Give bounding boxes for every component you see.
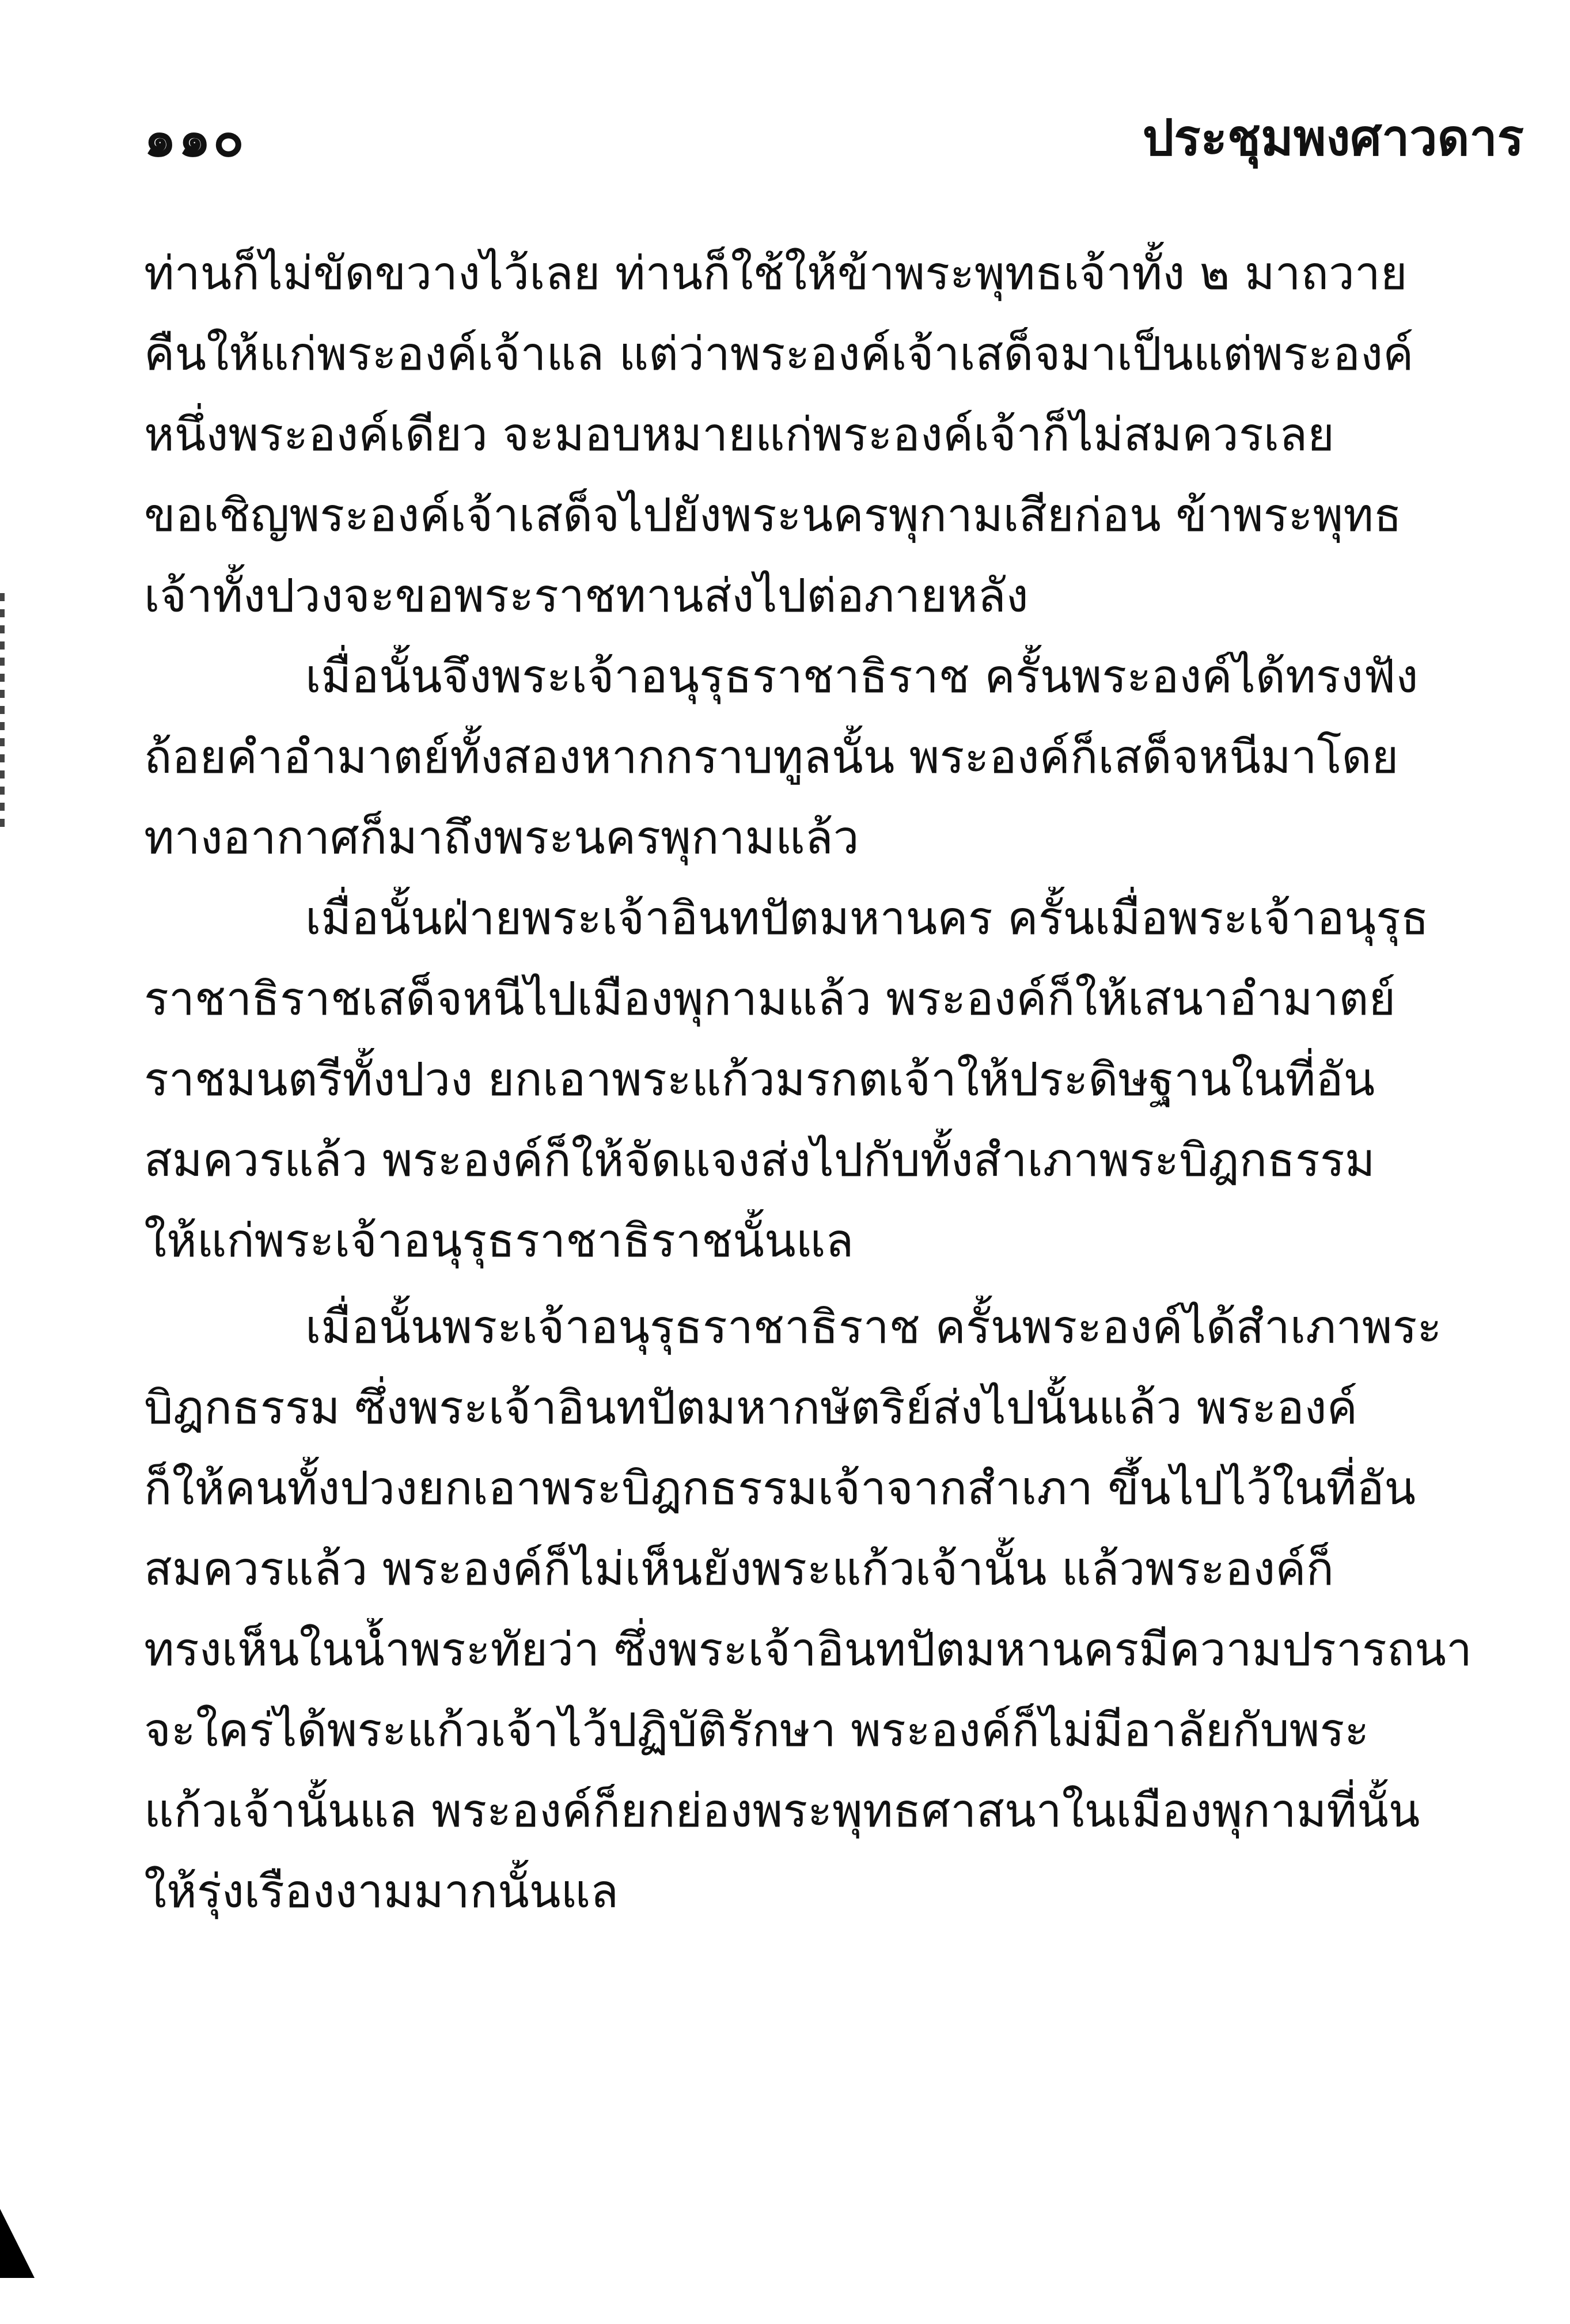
text-line: แก้วเจ้านั้นแล พระองค์ก็ยกย่องพระพุทธศาสนาในเมืองพุกามที่นั้น	[144, 1784, 1420, 1837]
text-line: บิฎกธรรม ซึ่งพระเจ้าอินทปัตมหากษัตริย์ส่งไปนั้นแล้ว พระองค์	[144, 1381, 1358, 1434]
paragraph-start-line: เมื่อนั้นฝ่ายพระเจ้าอินทปัตมหานคร ครั้นเมื่อพระเจ้าอนุรุธ	[305, 891, 1429, 945]
page-header	[144, 86, 1524, 173]
text-line: ราชมนตรีทั้งปวง ยกเอาพระแก้วมรกตเจ้าให้ประดิษฐานในที่อัน	[144, 1053, 1375, 1106]
text-line: ถ้อยคำอำมาตย์ทั้งสองหากกราบทูลนั้น พระองค์ก็เสด็จหนีมาโดย	[144, 730, 1399, 784]
text-line: ขอเชิญพระองค์เจ้าเสด็จไปยังพระนครพุกามเสียก่อน ข้าพระพุทธ	[144, 488, 1402, 542]
text-line: ให้รุ่งเรืองงามมากนั้นแล	[144, 1864, 619, 1918]
text-line: หนึ่งพระองค์เดียว จะมอบหมายแก่พระองค์เจ้าก็ไม่สมควรเลย	[144, 408, 1335, 461]
text-line: ทรงเห็นในน้ำพระทัยว่า ซึ่งพระเจ้าอินทปัตมหานครมีความปรารถนา	[144, 1623, 1472, 1676]
text-line: เจ้าทั้งปวงจะขอพระราชทานส่งไปต่อภายหลัง	[144, 569, 1029, 622]
text-line: สมควรแล้ว พระองค์ก็ไม่เห็นยังพระแก้วเจ้านั้น แล้วพระองค์ก็	[144, 1542, 1334, 1596]
running-title: ประชุมพงศาวดาร	[1142, 109, 1524, 167]
page-number: ๑๑๐	[144, 108, 247, 168]
text-line: คืนให้แก่พระองค์เจ้าแล แต่ว่าพระองค์เจ้าเสด็จมาเป็นแต่พระองค์	[144, 327, 1414, 381]
paragraph-start-line: เมื่อนั้นพระเจ้าอนุรุธราชาธิราช ครั้นพระองค์ได้สำเภาพระ	[305, 1300, 1442, 1354]
text-line: สมควรแล้ว พระองค์ก็ให้จัดแจงส่งไปกับทั้งสำเภาพระบิฎกธรรม	[144, 1133, 1375, 1187]
text-line: ให้แก่พระเจ้าอนุรุธราชาธิราชนั้นแล	[144, 1214, 854, 1267]
corner-scan-mark	[0, 2209, 35, 2278]
paragraph-start-line: เมื่อนั้นจึงพระเจ้าอนุรุธราชาธิราช ครั้นพระองค์ได้ทรงฟัง	[305, 650, 1419, 703]
text-line: ทางอากาศก็มาถึงพระนครพุกามแล้ว	[144, 811, 859, 864]
text-line: ก็ให้คนทั้งปวงยกเอาพระบิฎกธรรมเจ้าจากสำเภา ขึ้นไปไว้ในที่อัน	[144, 1461, 1416, 1515]
text-line: จะใคร่ได้พระแก้วเจ้าไว้ปฏิบัติรักษา พระองค์ก็ไม่มีอาลัยกับพระ	[144, 1703, 1370, 1757]
text-line: ราชาธิราชเสด็จหนีไปเมืองพุกามแล้ว พระองค์ก็ให้เสนาอำมาตย์	[144, 972, 1396, 1026]
binding-edge-mark	[0, 593, 5, 835]
text-line: ท่านก็ไม่ขัดขวางไว้เลย ท่านก็ใช้ให้ข้าพระพุทธเจ้าทั้ง ๒ มาถวาย	[144, 246, 1408, 300]
